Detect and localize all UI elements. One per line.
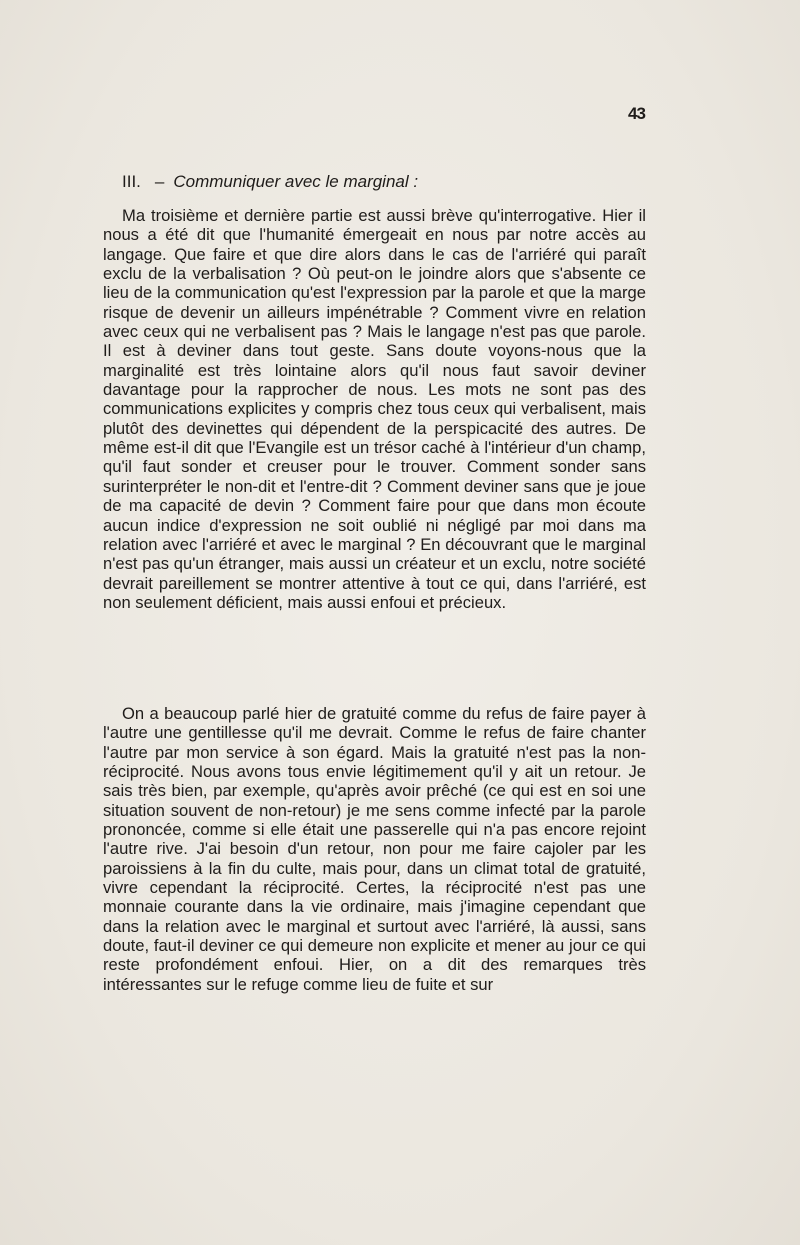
section-number: III.	[122, 172, 141, 191]
paragraph-1-text: Ma troisième et dernière partie est aussi brève qu'interrogative. Hier il nous a été dit que l'humanité émergeait en nous par notre accès au langage. Que faire et que dire alors dans le cas de l'arriéré qui paraît exclu de la verbalisation ? Où peut-on le joindre alors que s'absente ce lieu de la communication qu'est l'expression par la parole et que la marge risque de devenir un ailleurs impénétrable ? Comment vivre en relation avec ceux qui ne verbalisent pas ? Mais le langage n'est pas que parole. Il est à deviner dans tout geste. Sans doute voyons-nous que la marginalité est très lointaine alors qu'il nous faut savoir deviner davantage pour la rapprocher de nous. Les mots ne sont pas des communications explicites y compris chez tous ceux qui verbalisent, mais plutôt des devinettes qui dépendent de la perspicacité des autres. De même est-il dit que l'Evangile est un trésor caché à l'intérieur d'un champ, qu'il faut sonder et creuser pour le trouver. Comment sonder sans surinterpréter le non-dit et l'entre-dit ? Comment deviner sans que je joue de ma capacité de devin ? Comment faire pour que dans mon écoute aucun indice d'expression ne soit oublié ni négligé par moi dans ma relation avec l'arriéré et avec le marginal ? En découvrant que le marginal n'est pas qu'un étranger, mais aussi un créateur et un exclu, notre société devrait pareillement se montrer attentive à tout ce qui, dans l'arriéré, est non seulement déficient, mais aussi enfoui et précieux.	[103, 206, 646, 612]
section-dash: –	[154, 172, 165, 191]
section-title: Communiquer avec le marginal :	[173, 172, 419, 191]
page-number: 43	[628, 104, 645, 123]
paragraph-2	[103, 704, 646, 994]
paragraph-2-text: On a beaucoup parlé hier de gratuité comme du refus de faire payer à l'autre une gentillesse qu'il me devrait. Comme le refus de faire chanter l'autre par mon service à son égard. Mais la gratuité n'est pas la non-réciprocité. Nous avons tous envie légitimement qu'il y ait un retour. Je sais très bien, par exemple, qu'après avoir prêché (ce qui est en soi une situation souvent de non-retour) je me sens comme infecté par la parole prononcée, comme si elle était une passerelle qui n'a pas encore rejoint l'autre rive. J'ai besoin d'un retour, non pour me faire cajoler par les paroissiens à la fin du culte, mais pour, dans un climat total de gratuité, vivre cependant la réciprocité. Certes, la réciprocité n'est pas une monnaie courante dans la vie ordinaire, mais j'imagine cependant que dans la relation avec le marginal et surtout avec l'arriéré, là aussi, sans doute, faut-il deviner ce qui demeure non explicite et mener au jour ce qui reste profondément enfoui. Hier, on a dit des remarques très intéressantes sur le refuge comme lieu de fuite et sur	[103, 704, 646, 994]
paragraph-1	[103, 206, 646, 612]
section-heading	[122, 172, 418, 192]
